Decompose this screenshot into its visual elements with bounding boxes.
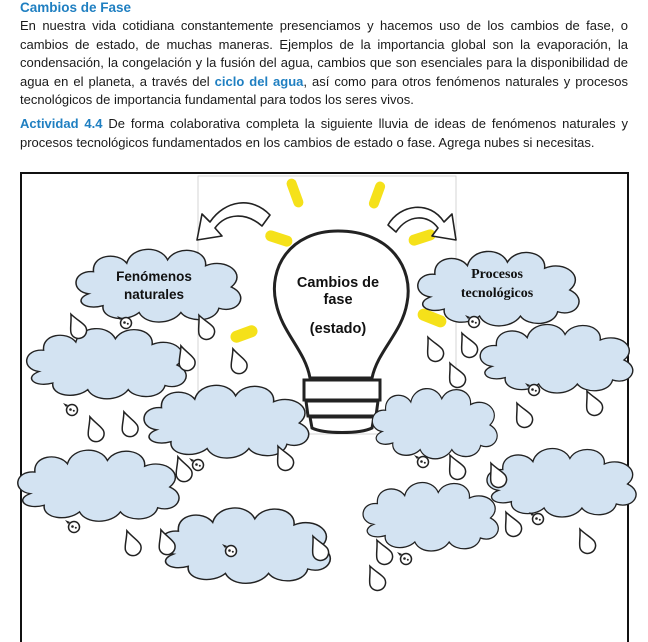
rain-drop xyxy=(573,526,598,556)
cloud-empty xyxy=(487,449,636,517)
cloud-empty xyxy=(27,329,187,399)
right-cloud-label-line2: tecnológicos xyxy=(460,286,534,301)
rain-drop xyxy=(363,563,388,593)
cloud-empty xyxy=(18,450,179,521)
rain-drop xyxy=(499,509,524,539)
cloud-empty xyxy=(372,389,497,459)
cloud-empty xyxy=(480,325,633,393)
left-cloud-label-line1: Fenómenos xyxy=(116,269,192,284)
snow-drop-icon xyxy=(117,316,132,329)
center-label-line2: fase xyxy=(323,292,353,308)
intro-text-end: , así como para otros fenómenos naturales y procesos tecnológicos de importancia fundamental para todos los seres vivos. xyxy=(20,73,628,107)
activity-text: De forma colaborativa completa la siguiente lluvia de ideas de fenómenos naturales y procesos tecnológicos fundamentados en los cambios de estado o fase. Agrega nubes si necesitas. xyxy=(20,116,628,150)
snow-drop-icon xyxy=(63,403,78,416)
rain-drop xyxy=(119,528,143,558)
activity-label: Actividad 4.4 xyxy=(20,116,103,131)
center-label-line3: (estado) xyxy=(309,321,367,337)
water-cycle-link[interactable]: ciclo del agua xyxy=(214,73,304,89)
rain-drop xyxy=(82,414,106,444)
snow-drop-icon xyxy=(189,458,204,471)
left-cloud-label-line2: naturales xyxy=(123,287,185,302)
rain-drop xyxy=(580,388,605,418)
cloud-empty xyxy=(363,483,498,551)
rain-drop xyxy=(116,409,140,439)
snow-drop-icon xyxy=(397,552,412,565)
rain-drop xyxy=(510,400,535,430)
snow-drop-icon xyxy=(414,455,429,468)
section-title: Cambios de Fase xyxy=(20,0,132,15)
rain-drop xyxy=(455,330,480,360)
right-cloud-label-line1: Procesos xyxy=(471,267,523,282)
intro-text-start: En nuestra vida cotidiana constantemente presenciamos y hacemos uso de los cambios de fase, o cambios de estado, de muchas maneras. Ejemplos de la importancia global son la evaporación, la condensación, la congelación y la fusión del agua, cambios que son esenciales para la disponibilidad de agua en el planeta, a través del xyxy=(20,18,628,89)
center-label-line1: Cambios de xyxy=(296,275,380,291)
snow-drop-icon xyxy=(65,520,80,533)
snow-drop-icon xyxy=(529,512,544,525)
cloud-empty xyxy=(160,508,330,583)
